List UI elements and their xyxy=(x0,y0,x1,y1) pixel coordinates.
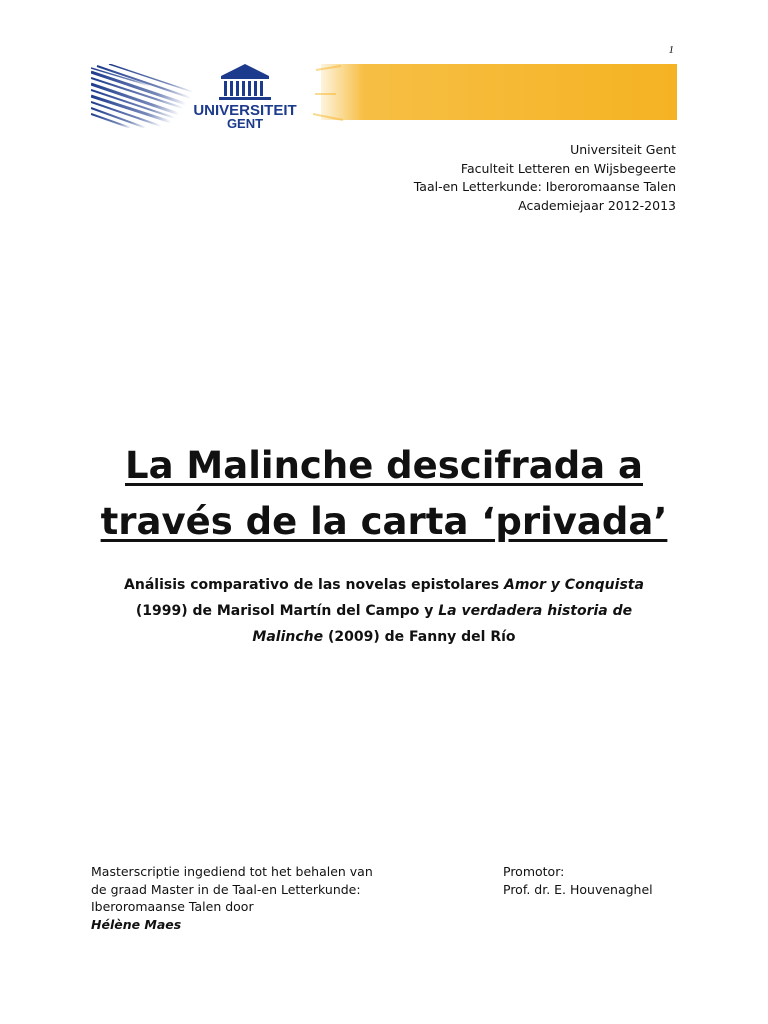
address-university: Universiteit Gent xyxy=(570,142,676,157)
university-logo-icon xyxy=(219,64,271,100)
promotor-name: Prof. dr. E. Houvenaghel xyxy=(503,881,653,897)
subtitle-book-2: La verdadera historia de Malinche xyxy=(252,603,633,645)
subtitle-part-1: Análisis comparativo de las novelas epistolares xyxy=(124,577,504,593)
logo-line-1: UNIVERSITEIT xyxy=(193,102,297,119)
thesis-title xyxy=(0,438,768,550)
submission-line-2: de graad Master in de Taal-en Letterkunde: xyxy=(91,881,361,897)
blue-brush-strokes xyxy=(91,64,193,128)
thesis-subtitle xyxy=(100,572,668,650)
title-line-1: La Malinche descifrada a xyxy=(125,444,643,487)
author-name: Hélène Maes xyxy=(91,916,182,932)
page-number: 1 xyxy=(668,44,674,56)
thesis-submission-info xyxy=(91,863,373,933)
subtitle-book-1: Amor y Conquista xyxy=(503,577,644,593)
subtitle-part-2: (1999) de Marisol Martín del Campo y xyxy=(135,603,439,619)
address-department: Taal-en Letterkunde: Iberoromaanse Talen xyxy=(413,179,676,194)
yellow-band xyxy=(321,64,677,120)
promotor-info xyxy=(503,863,653,898)
address-faculty: Faculteit Letteren en Wijsbegeerte xyxy=(460,160,676,176)
submission-line-3: Iberoromaanse Talen door xyxy=(91,899,254,914)
university-address xyxy=(414,141,676,215)
address-academic-year: Academiejaar 2012-2013 xyxy=(518,197,676,213)
logo-line-2: GENT xyxy=(226,116,264,128)
submission-line-1: Masterscriptie ingediend tot het behalen van xyxy=(91,864,373,879)
subtitle-part-3: (2009) de Fanny del Río xyxy=(323,629,516,645)
title-line-2: través de la carta ‘privada’ xyxy=(100,500,668,543)
promotor-label: Promotor: xyxy=(503,864,565,879)
university-banner xyxy=(91,64,677,128)
